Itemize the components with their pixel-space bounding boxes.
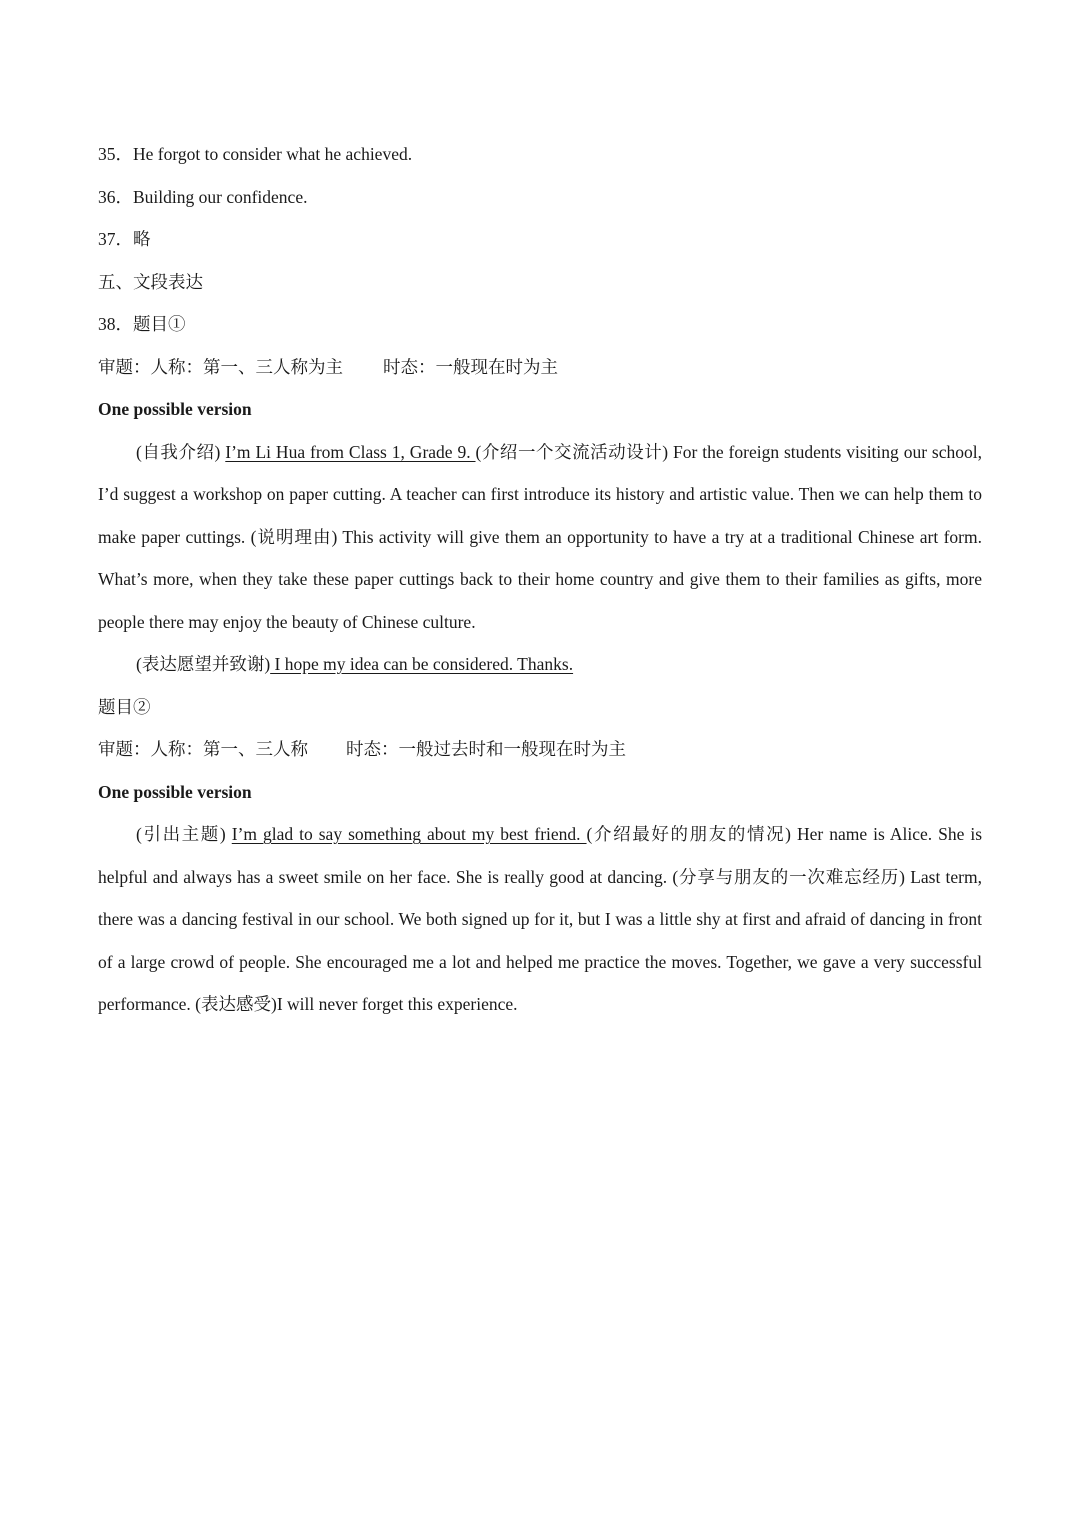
topic1-tag-intro: (自我介绍) bbox=[136, 441, 226, 462]
topic2-tag-intro: (引出主题) bbox=[136, 824, 232, 844]
topic1-tag-activity: (介绍一个交流活动设计) bbox=[475, 441, 669, 462]
topic1-essay-paragraph bbox=[98, 431, 982, 644]
answer-36 bbox=[98, 176, 982, 219]
answer-35 bbox=[98, 133, 982, 176]
answer-number: 37． bbox=[98, 229, 133, 249]
topic2-essay-paragraph bbox=[98, 813, 982, 1026]
topic2-tag-friend: (介绍最好的朋友的情况) bbox=[586, 824, 792, 844]
topic2-essay-body: Her name is Alice. She is helpful and always has a sweet smile on her face. She is really good at dancing. (分享与朋友的一次难忘经历) Last term, there was a dancing festival in our school. We both signed up for it, but I was a little shy at first and afraid of dancing in front of a large crowd of people. She encouraged me a lot and helped me practice the moves. Together, we gave a very successful performance. (表达感受)I will never forget this experience. bbox=[98, 824, 983, 1014]
topic2-label: 题目② bbox=[98, 696, 151, 717]
document-page bbox=[98, 133, 982, 1026]
topic1-underlined-opening: I’m Li Hua from Class 1, Grade 9. bbox=[225, 441, 476, 462]
topic1-essay-body: For the foreign students visiting our school, I’d suggest a workshop on paper cutting. A teacher can first introduce its history and artistic value. Then we can help them to make paper cuttings. (说明理由) This activity will give them an opportunity to have a try at a traditional Chinese art form. What’s more, when they take these paper cuttings back to their home country and give them to their families as gifts, more people there may enjoy the beauty of Chinese culture. bbox=[98, 441, 982, 632]
topic1-tag-closing: (表达愿望并致谢) bbox=[136, 654, 271, 674]
topic1-underlined-closing: I hope my idea can be considered. Thanks. bbox=[270, 654, 574, 674]
topic1-analysis-tense: 时态：一般现在时为主 bbox=[383, 356, 558, 377]
topic1-closing-paragraph bbox=[98, 643, 982, 686]
question-38-label: 38．题目① bbox=[98, 314, 186, 334]
answer-text: 略 bbox=[133, 229, 151, 249]
topic2-analysis-person: 审题：人称：第一、三人称 bbox=[98, 739, 308, 759]
topic2-analysis bbox=[98, 728, 982, 771]
topic1-version-label: One possible version bbox=[98, 399, 252, 419]
answer-number: 35． bbox=[98, 144, 133, 164]
answer-37 bbox=[98, 218, 982, 261]
answer-text: He forgot to consider what he achieved. bbox=[133, 144, 413, 164]
topic2-version-label: One possible version bbox=[98, 781, 252, 802]
topic1-analysis-person: 审题：人称：第一、三人称为主 bbox=[98, 356, 343, 377]
answer-number: 36． bbox=[98, 186, 133, 207]
answer-text: Building our confidence. bbox=[133, 186, 308, 207]
topic1-analysis bbox=[98, 346, 982, 389]
section-title: 五、文段表达 bbox=[98, 271, 203, 292]
topic2-analysis-tense: 时态：一般过去时和一般现在时为主 bbox=[346, 739, 626, 759]
topic2-underlined-opening: I’m glad to say something about my best friend. bbox=[231, 824, 587, 844]
